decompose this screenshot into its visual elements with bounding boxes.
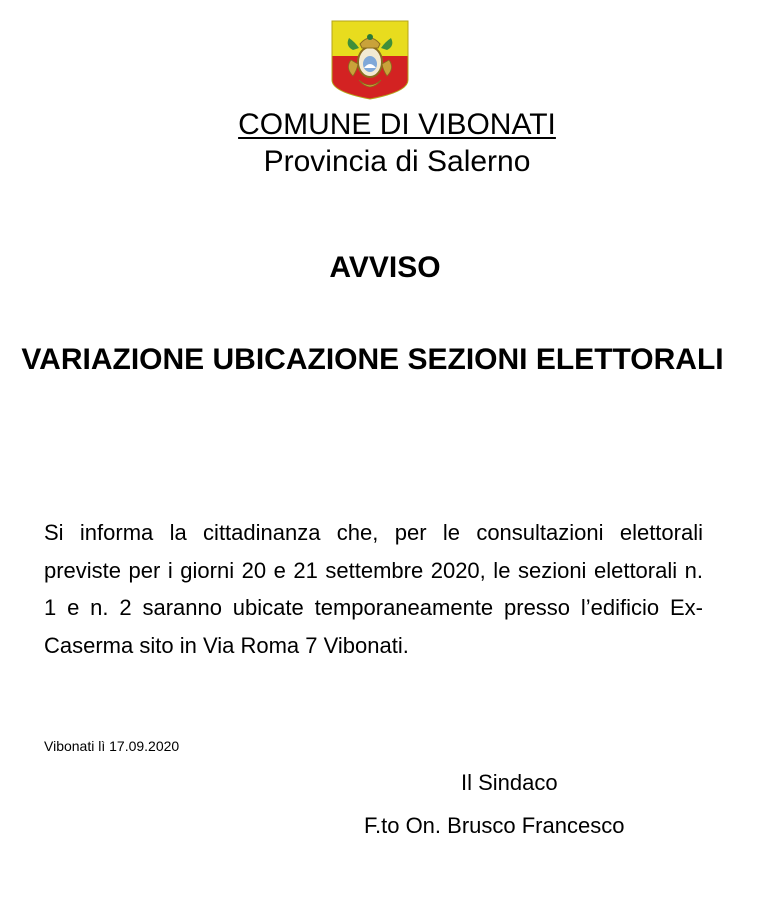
notice-title: VARIAZIONE UBICAZIONE SEZIONI ELETTORALI xyxy=(21,343,724,376)
province-name: Provincia di Salerno xyxy=(263,145,531,178)
place-and-date: Vibonati lì 17.09.2020 xyxy=(44,738,180,754)
notice-heading: AVVISO xyxy=(329,251,441,284)
notice-body: Si informa la cittadinanza che, per le consultazioni elettorali previste per i giorni 20 e 21 settembre 2020, le sezioni elettorali n. 1 e n. 2 saranno ubicate temporaneamente presso l’edificio Ex-Caserma sito in Via Roma 7 Vibonati. xyxy=(44,520,703,658)
signatory-name: F.to On. Brusco Francesco xyxy=(364,813,625,838)
municipality-name: COMUNE DI VIBONATI xyxy=(238,108,556,141)
signatory-role: Il Sindaco xyxy=(461,770,558,795)
municipal-coat-of-arms xyxy=(331,20,409,100)
